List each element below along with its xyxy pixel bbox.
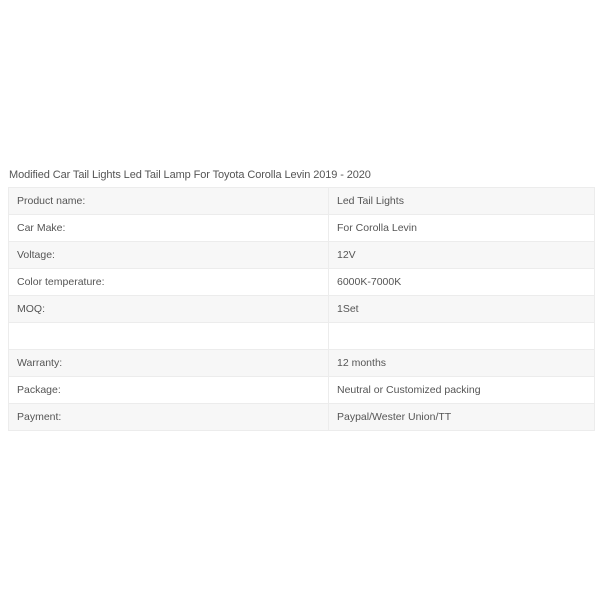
spec-label: MOQ:	[9, 296, 329, 323]
table-row	[9, 404, 595, 431]
spec-table	[8, 187, 595, 431]
spec-value: Paypal/Wester Union/TT	[329, 404, 595, 431]
table-row	[9, 242, 595, 269]
table-row	[9, 350, 595, 377]
spec-label: Product name:	[9, 188, 329, 215]
spec-label: Package:	[9, 377, 329, 404]
spec-label: Voltage:	[9, 242, 329, 269]
spec-value: 12 months	[329, 350, 595, 377]
product-title: Modified Car Tail Lights Led Tail Lamp For Toyota Corolla Levin 2019 - 2020	[9, 169, 371, 181]
table-row	[9, 296, 595, 323]
spec-value: For Corolla Levin	[329, 215, 595, 242]
spec-value: 6000K-7000K	[329, 269, 595, 296]
spec-label: Car Make:	[9, 215, 329, 242]
spec-label: Color temperature:	[9, 269, 329, 296]
table-row	[9, 215, 595, 242]
table-row	[9, 188, 595, 215]
spec-value: Led Tail Lights	[329, 188, 595, 215]
spec-label: Payment:	[9, 404, 329, 431]
spec-label	[9, 323, 329, 350]
spec-value: 1Set	[329, 296, 595, 323]
table-row	[9, 377, 595, 404]
table-row	[9, 323, 595, 350]
spec-value	[329, 323, 595, 350]
spec-value: Neutral or Customized packing	[329, 377, 595, 404]
spec-value: 12V	[329, 242, 595, 269]
table-row	[9, 269, 595, 296]
spec-label: Warranty:	[9, 350, 329, 377]
